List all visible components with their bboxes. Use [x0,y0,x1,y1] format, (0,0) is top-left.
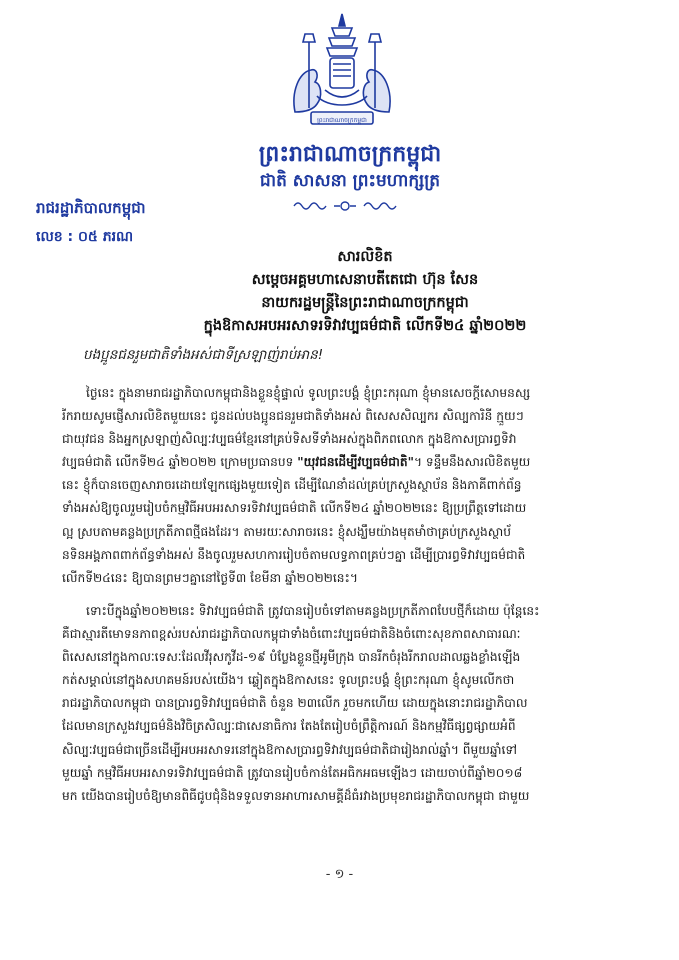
paragraph-1 [62,382,642,590]
paragraph-line: នទិនអង្គភាពពាក់ព័ន្ធទាំងអស់ នឹងចូលរួមសហការរៀបចំតាមលទ្ធភាពគ្រប់ៗគ្នា ដើម្បីប្រារព្ធទិវាវប្បធម៌ជាតិ [62,547,526,562]
paragraph-line: មួយឆ្នាំ កម្មវិធីអបអរសាទរទិវាវប្បធម៌ជាតិ ត្រូវបានរៀបចំកាន់តែអធិកអធមឡើងៗ ដោយចាប់ពីឆ្នាំ២០១៨ [62,765,523,780]
letter-title: សារលិខិត [337,249,393,265]
letter-occasion: ក្នុងឱកាសអបអរសាទរទិវាវប្បធម៌ជាតិ លើកទី២៤ ឆ្នាំ២០២២ [203,318,527,334]
paragraph-line: នេះ ខ្ញុំក៏បានចេញសារាចរដោយឡែកផ្សេងមួយទៀត ដើម្បីណែនាំដល់គ្រប់ក្រសួងស្ថាប័ន និងភាគីពាក់ព័ន្ធ [62,478,522,493]
letter-author-position: នាយករដ្ឋមន្ត្រីនៃព្រះរាជាណាចក្រកម្ពុជា [261,295,469,311]
paragraph-line: លើកទី២៤នេះ ឱ្យបានព្រមៗគ្នានៅថ្ងៃទី៣ ខែមីនា ឆ្នាំ២០២២នេះ។ [62,570,358,585]
paragraph-line-tail: ។ ទន្ទឹមនឹងសារលិខិតមួយ [413,455,531,470]
document-number: លេខ : ០៥ ភរណ [36,229,134,245]
paragraph-line: ដែលមានក្រសួងវប្បធម៌និងវិចិត្រសិល្បៈជាសេនាធិការ តែងតែរៀបចំព្រឹត្តិការណ៍ និងកម្មវិធីផ្សព្វផ្សាយអំពី [62,719,516,734]
paragraph-line: ល្អ ស្របតាមគន្លងប្រក្រតីភាពថ្មីផងដែរ។ តាមរយៈសារាចរនេះ ខ្ញុំសង្ឃឹមយ៉ាងមុតមាំថាគ្រប់ក្រសួងស្ថាប័ [62,524,511,539]
paragraph-line: រីករាយសូមផ្ញើសារលិខិតមួយនេះ ជូនដល់បងប្អូនជនរួមជាតិទាំងអស់ ពិសេសសិល្បករ សិល្បការិនី ក្មួយៗ [62,409,524,424]
letter-author: សម្តេចអគ្គមហាសេនាបតីតេជោ ហ៊ុន សែន [251,272,479,288]
paragraph-line: ពិសេសនៅក្នុងកាលៈទេសៈដែលវីរុសកូវីដ-១៩ បំប្លែងខ្លួនថ្មីអូមីក្រុង បានរីកចំរុងរីករាលដាលឆ្លងខ្លាំងឡើង [62,650,521,665]
paragraph-line: ទោះបីក្នុងឆ្នាំ២០២២នេះ ទិវាវប្បធម៌ជាតិ ត្រូវបានរៀបចំទៅតាមគន្លងប្រក្រតីភាពបែបថ្មីក៏ដោយ ប៉ុន្តែនេះ [86,604,540,618]
paragraph-line: ទាំងអស់ឱ្យចូលរួមរៀបចំកម្មវិធីអបអរសាទរទិវាវប្បធម៌ជាតិ លើកទី២៤ ឆ្នាំ២០២២នេះ ឱ្យប្រព្រឹត្តទៅដោយ [62,501,527,516]
paragraph-line: ថ្ងៃនេះ ក្នុងនាមរាជរដ្ឋាភិបាលកម្ពុជានិងខ្លួនខ្ញុំផ្ទាល់ ទូលព្រះបង្គំ ខ្ញុំព្រះករុណា ខ្ញុំមានសេចក្តីសោមនស្ស [86,386,531,400]
paragraph-line: ជាយុវជន និងអ្នកស្រឡាញ់សិល្បៈវប្បធម៌ខ្មែរនៅគ្រប់ទិសទីទាំងអស់ក្នុងពិភពលោក ក្នុងឱកាសប្រារព្ធទិវា [62,432,517,447]
paragraph-line-with-theme [62,451,642,474]
paragraph-2 [62,600,642,808]
kingdom-name: ព្រះរាជាណាចក្រកម្ពុជា [258,142,442,167]
royal-arms-of-cambodia-icon [287,12,397,130]
svg-text:ព្រះរាជាណាចក្រកម្ពុជា: ព្រះរាជាណាចក្រកម្ពុជា [317,117,367,124]
paragraph-line: សិល្បៈវប្បធម៌ជាច្រើនដើម្បីអបអរសាទរនៅក្នុងឱកាសប្រារព្ធទិវាវប្បធម៌ជាតិជារៀងរាល់ឆ្នាំ។ ពីមួយឆ្នាំទៅ [62,742,517,757]
national-motto: ជាតិ សាសនា ព្រះមហាក្សត្រ [259,171,441,191]
paragraph-line: រាជរដ្ឋាភិបាលកម្ពុជា បានប្រារព្ធទិវាវប្បធម៌ជាតិ ចំនួន ២៣លើក រួចមកហើយ ដោយក្នុងនោះរាជរដ្ឋាភិបាល [62,696,528,711]
paragraph-line: គឺជាស្មារតីមោទនភាពខ្ពស់របស់រាជរដ្ឋាភិបាលកម្ពុជាទាំងចំពោះវប្បធម៌ជាតិនិងចំពោះសុខភាពសាធារណៈ [62,627,521,642]
page-number: - ១ - [325,867,354,882]
issuing-ministry: រាជរដ្ឋាភិបាលកម្ពុជា [36,199,146,217]
theme-title: "យុវជនដើម្បីវប្បធម៌ជាតិ" [297,455,414,470]
paragraph-line: វប្បធម៌ជាតិ លើកទី២៤ ឆ្នាំ២០២២ ក្រោមប្រធានបទ [62,455,294,470]
letter-title-block [150,246,580,338]
paragraph-line: មក យើងបានរៀបចំឱ្យមានពិធីជូបជុំនិងទទួលទានអាហារសាមគ្គីដ៏ធំរវាងប្រមុខរាជរដ្ឋាភិបាលកម្ពុជា ជាមួយ [62,788,530,803]
paragraph-line: កត់សម្គាល់នៅក្នុងសហគមន៍របស់យើង។ ឆ្លៀតក្នុងឱកាសនេះ ទូលព្រះបង្គំ ខ្ញុំព្រះករុណា ខ្ញុំសូមលើកថា [62,673,515,688]
salutation: បងប្អូនជនរួមជាតិទាំងអស់ជាទីស្រឡាញ់រាប់អាន! [83,347,324,363]
ornamental-divider-icon [290,199,400,213]
